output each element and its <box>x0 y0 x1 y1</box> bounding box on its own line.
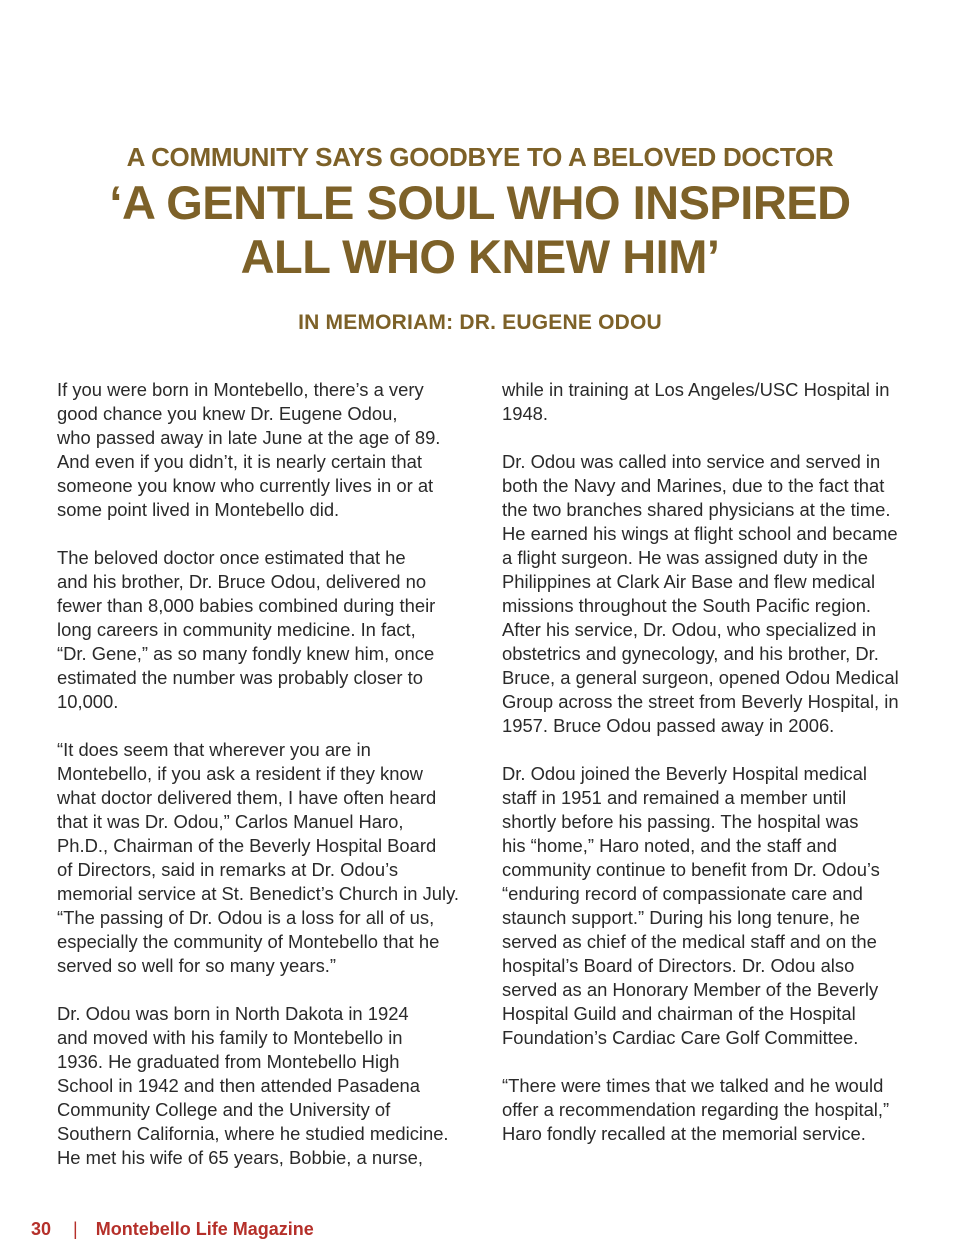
text-line: fewer than 8,000 babies combined during their <box>57 595 436 616</box>
text-line: shortly before his passing. The hospital was <box>502 811 859 832</box>
article-paragraph <box>502 450 907 738</box>
text-line: good chance you knew Dr. Eugene Odou, <box>57 403 398 424</box>
text-line: served as chief of the medical staff and on the <box>502 931 877 952</box>
text-line: staff in 1951 and remained a member until <box>502 787 847 808</box>
text-line: Group across the street from Beverly Hospital, in <box>502 691 899 712</box>
text-line: Dr. Odou joined the Beverly Hospital medical <box>502 763 867 784</box>
page-footer <box>31 1217 314 1241</box>
text-line: “Dr. Gene,” as so many fondly knew him, once <box>57 643 435 664</box>
article-kicker: A COMMUNITY SAYS GOODBYE TO A BELOVED DOCTOR <box>126 142 834 172</box>
text-line: Dr. Odou was called into service and served in <box>502 451 881 472</box>
headline-line: ALL WHO KNEW HIM’ <box>240 230 720 283</box>
text-line: Hospital Guild and chairman of the Hospital <box>502 1003 856 1024</box>
text-line: Foundation’s Cardiac Care Golf Committee. <box>502 1027 859 1048</box>
text-line: served so well for so many years.” <box>57 955 337 976</box>
text-line: served as an Honorary Member of the Beverly <box>502 979 879 1000</box>
page-number: 30 <box>31 1219 52 1239</box>
text-line: He earned his wings at flight school and became <box>502 523 898 544</box>
article-deck: IN MEMORIAM: DR. EUGENE ODOU <box>298 311 662 334</box>
text-line: He met his wife of 65 years, Bobbie, a nurse, <box>57 1147 423 1168</box>
text-line: both the Navy and Marines, due to the fact that <box>502 475 885 496</box>
text-line: what doctor delivered them, I have often heard <box>57 787 437 808</box>
text-line: School in 1942 and then attended Pasadena <box>57 1075 421 1096</box>
text-line: a flight surgeon. He was assigned duty in the <box>502 547 868 568</box>
text-line: After his service, Dr. Odou, who specialized in <box>502 619 877 640</box>
text-line: Dr. Odou was born in North Dakota in 1924 <box>57 1003 409 1024</box>
headline-line: ‘A GENTLE SOUL WHO INSPIRED <box>109 176 851 229</box>
text-line: 1948. <box>502 403 549 424</box>
text-line: the two branches shared physicians at the time. <box>502 499 891 520</box>
article-paragraph <box>57 738 462 978</box>
text-line: estimated the number was probably closer to <box>57 667 423 688</box>
text-line: “There were times that we talked and he would <box>502 1075 884 1096</box>
right-column <box>502 378 907 1170</box>
text-line: someone you know who currently lives in or at <box>57 475 434 496</box>
text-line: missions throughout the South Pacific region. <box>502 595 872 616</box>
text-line: 1957. Bruce Odou passed away in 2006. <box>502 715 835 736</box>
text-line: who passed away in late June at the age of 89. <box>57 427 441 448</box>
text-line: hospital’s Board of Directors. Dr. Odou also <box>502 955 855 976</box>
text-line: Southern California, where he studied medicine. <box>57 1123 449 1144</box>
text-line: and moved with his family to Montebello in <box>57 1027 403 1048</box>
text-line: And even if you didn’t, it is nearly certain that <box>57 451 422 472</box>
text-line: “The passing of Dr. Odou is a loss for all of us, <box>57 907 435 928</box>
text-line: while in training at Los Angeles/USC Hospital in <box>502 379 890 400</box>
text-line: that it was Dr. Odou,” Carlos Manuel Haro, <box>57 811 404 832</box>
article-header <box>0 138 960 284</box>
left-column <box>57 378 462 1194</box>
text-line: obstetrics and gynecology, and his brother, Dr. <box>502 643 879 664</box>
article-paragraph <box>57 1002 462 1170</box>
text-line: his “home,” Haro noted, and the staff and <box>502 835 837 856</box>
text-line: The beloved doctor once estimated that he <box>57 547 406 568</box>
text-line: offer a recommendation regarding the hospital,” <box>502 1099 890 1120</box>
article-paragraph <box>502 1074 907 1146</box>
text-line: Bruce, a general surgeon, opened Odou Medical <box>502 667 899 688</box>
text-line: Ph.D., Chairman of the Beverly Hospital Board <box>57 835 437 856</box>
text-line: 1936. He graduated from Montebello High <box>57 1051 400 1072</box>
text-line: “enduring record of compassionate care and <box>502 883 863 904</box>
publication-name: Montebello Life Magazine <box>95 1219 314 1239</box>
footer-separator: | <box>73 1219 78 1239</box>
text-line: especially the community of Montebello that he <box>57 931 440 952</box>
article-paragraph <box>57 378 462 522</box>
text-line: Haro fondly recalled at the memorial service. <box>502 1123 866 1144</box>
text-line: If you were born in Montebello, there’s a very <box>57 379 424 400</box>
text-line: and his brother, Dr. Bruce Odou, delivered no <box>57 571 427 592</box>
text-line: some point lived in Montebello did. <box>57 499 340 520</box>
article-paragraph <box>57 546 462 714</box>
text-line: 10,000. <box>57 691 119 712</box>
article-headline <box>0 176 960 284</box>
article-paragraph <box>502 378 907 426</box>
text-line: of Directors, said in remarks at Dr. Odou’s <box>57 859 399 880</box>
text-line: Philippines at Clark Air Base and flew medical <box>502 571 876 592</box>
text-line: Montebello, if you ask a resident if they know <box>57 763 423 784</box>
text-line: community continue to benefit from Dr. Odou’s <box>502 859 880 880</box>
text-line: staunch support.” During his long tenure, he <box>502 907 860 928</box>
text-line: memorial service at St. Benedict’s Church in July. <box>57 883 460 904</box>
text-line: “It does seem that wherever you are in <box>57 739 371 760</box>
text-line: long careers in community medicine. In fact, <box>57 619 416 640</box>
text-line: Community College and the University of <box>57 1099 391 1120</box>
article-paragraph <box>502 762 907 1050</box>
